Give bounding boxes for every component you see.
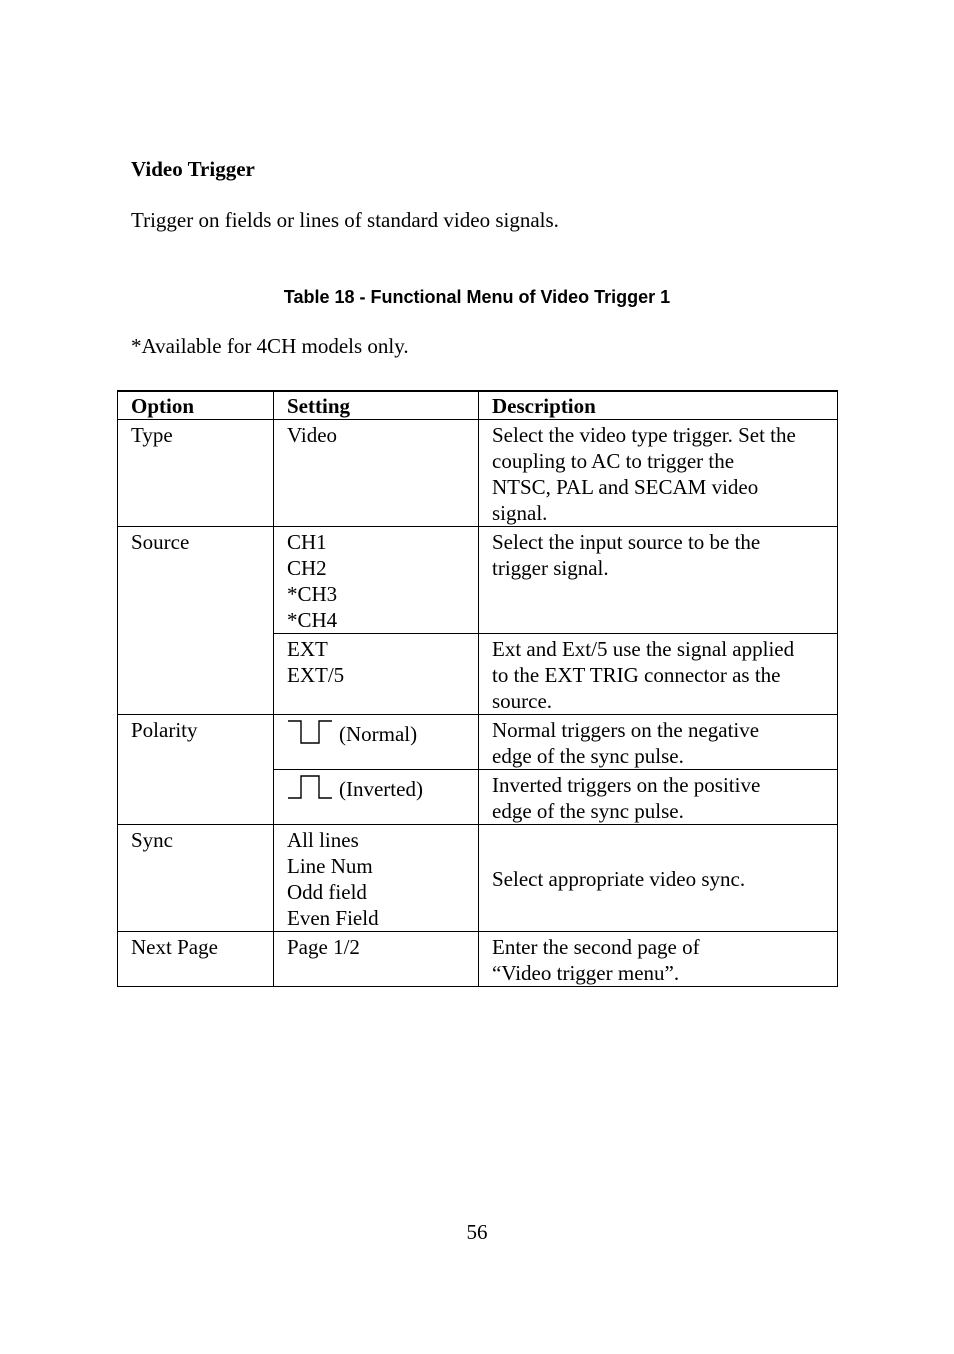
description-type (479, 420, 838, 527)
description-normal (479, 715, 838, 770)
positive-pulse-icon (287, 774, 333, 802)
description-line: trigger signal. (492, 556, 609, 580)
setting-line: *CH3 (287, 582, 338, 606)
description-line: Select the input source to be the (492, 530, 761, 554)
polarity-normal (287, 717, 470, 747)
description-line: edge of the sync pulse. (492, 744, 684, 768)
setting-line: CH2 (287, 556, 327, 580)
setting-line: Line Num (287, 854, 373, 878)
setting-line: CH1 (287, 530, 327, 554)
description-next-page (479, 932, 838, 987)
setting-line: All lines (287, 828, 359, 852)
description-sync: Select appropriate video sync. (479, 825, 838, 932)
header-setting: Setting (274, 391, 479, 420)
description-line: to the EXT TRIG connector as the (492, 663, 781, 687)
table-row-source-channels (118, 527, 838, 634)
setting-video: Video (274, 420, 479, 527)
setting-normal (274, 715, 479, 770)
description-ext (479, 634, 838, 715)
polarity-inverted-label: (Inverted) (339, 777, 423, 801)
option-sync: Sync (118, 825, 274, 932)
description-line: source. (492, 689, 553, 713)
setting-line: *CH4 (287, 608, 338, 632)
description-line: Select the video type trigger. Set the (492, 423, 796, 447)
table-row-type (118, 420, 838, 527)
setting-ext (274, 634, 479, 715)
description-line: “Video trigger menu”. (492, 961, 680, 985)
setting-line: EXT/5 (287, 663, 345, 687)
setting-line: Even Field (287, 906, 379, 930)
description-channels (479, 527, 838, 634)
table-row-sync (118, 825, 838, 932)
option-type: Type (118, 420, 274, 527)
setting-channels (274, 527, 479, 634)
description-line: Enter the second page of (492, 935, 700, 959)
description-line: edge of the sync pulse. (492, 799, 684, 823)
table-row-next-page (118, 932, 838, 987)
setting-line: EXT (287, 637, 328, 661)
option-polarity: Polarity (118, 715, 274, 825)
description-line: Normal triggers on the negative (492, 718, 760, 742)
description-inverted (479, 770, 838, 825)
section-heading: Video Trigger (131, 157, 255, 181)
intro-text: Trigger on fields or lines of standard video signals. (131, 208, 559, 232)
option-source: Source (118, 527, 274, 715)
table-caption: Table 18 - Functional Menu of Video Trigger 1 (283, 287, 671, 307)
description-line: coupling to AC to trigger the (492, 449, 735, 473)
setting-page: Page 1/2 (274, 932, 479, 987)
availability-note: *Available for 4CH models only. (131, 334, 409, 358)
description-line: Ext and Ext/5 use the signal applied (492, 637, 795, 661)
header-description: Description (479, 391, 838, 420)
setting-line: Odd field (287, 880, 367, 904)
table-header-row (118, 391, 838, 420)
video-trigger-menu-table (117, 390, 838, 987)
table-row-polarity-normal (118, 715, 838, 770)
polarity-normal-label: (Normal) (339, 722, 418, 746)
description-line: Inverted triggers on the positive (492, 773, 761, 797)
header-option: Option (118, 391, 274, 420)
description-line: signal. (492, 501, 548, 525)
option-next-page: Next Page (118, 932, 274, 987)
setting-inverted (274, 770, 479, 825)
polarity-inverted (287, 772, 470, 802)
setting-sync (274, 825, 479, 932)
negative-pulse-icon (287, 719, 333, 747)
description-line: NTSC, PAL and SECAM video (492, 475, 759, 499)
page-number: 56 (466, 1220, 488, 1244)
